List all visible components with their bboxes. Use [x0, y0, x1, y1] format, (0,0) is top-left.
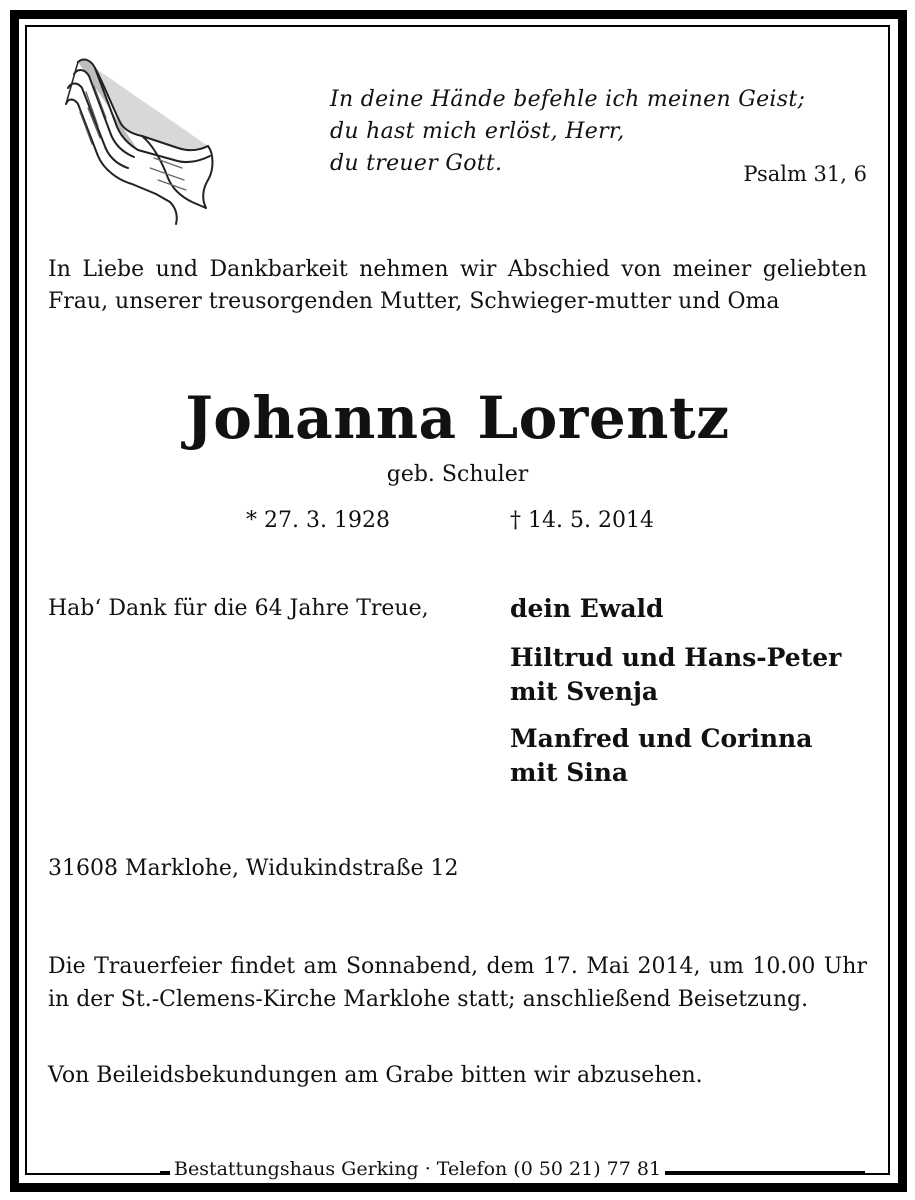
- thanks-text: Hab‘ Dank für die 64 Jahre Treue,: [48, 596, 429, 621]
- family-group-2-line-2: mit Svenja: [510, 677, 659, 706]
- verse-line-3: du treuer Gott.: [330, 151, 503, 176]
- praying-hands-icon: [58, 52, 223, 227]
- family-member-husband: dein Ewald: [510, 594, 664, 623]
- funeral-home-footer: Bestattungshaus Gerking · Telefon (0 50 21) 77 81: [170, 1158, 665, 1180]
- birth-name: geb. Schuler: [386, 462, 529, 487]
- deceased-name: Johanna Lorentz: [185, 384, 730, 452]
- verse-reference: Psalm 31, 6: [743, 162, 867, 186]
- family-group-3-line-1: Manfred und Corinna: [510, 724, 813, 753]
- bible-verse: [330, 84, 805, 180]
- intro-text: In Liebe und Dankbarkeit nehmen wir Abschied von meiner geliebten Frau, unserer treusorgenden Mutter, Schwieger-mutter und Oma: [48, 257, 867, 314]
- verse-line-1: In deine Hände befehle ich meinen Geist;: [330, 87, 806, 112]
- funeral-service-text: Die Trauerfeier findet am Sonnabend, dem 17. Mai 2014, um 10.00 Uhr in der St.-Clemens-Kirche Marklohe statt; anschließend Beisetzung.: [48, 954, 867, 1012]
- death-date: † 14. 5. 2014: [510, 508, 654, 533]
- verse-line-2: du hast mich erlöst, Herr,: [330, 119, 625, 144]
- family-group-3-line-2: mit Sina: [510, 758, 629, 787]
- family-group-2-line-1: Hiltrud und Hans-Peter: [510, 643, 842, 672]
- family-address: 31608 Marklohe, Widukindstraße 12: [48, 856, 459, 881]
- family-group-3: [510, 722, 812, 790]
- family-group-2: [510, 641, 841, 709]
- condolences-note: Von Beileidsbekundungen am Grabe bitten wir abzusehen.: [48, 1063, 703, 1088]
- birth-date: * 27. 3. 1928: [246, 508, 390, 533]
